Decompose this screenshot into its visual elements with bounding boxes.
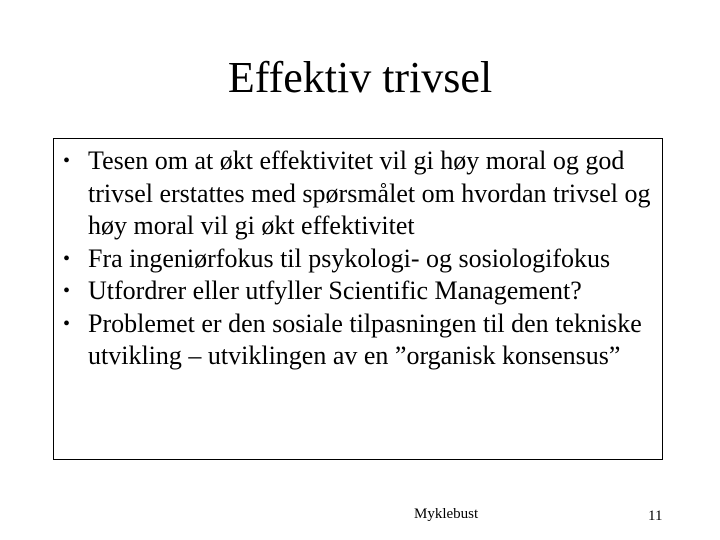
bullet-item (63, 145, 663, 243)
slide-title: Effektiv trivsel (227, 53, 493, 102)
bullet-icon: • (63, 312, 71, 335)
bullet-text: Utfordrer eller utfyller Scientific Management? (88, 276, 582, 305)
bullet-item (63, 308, 663, 373)
content-box (53, 138, 663, 460)
bullet-item (63, 275, 663, 308)
footer-author: Myklebust (414, 506, 479, 522)
bullet-icon: • (63, 247, 71, 270)
bullet-list (63, 145, 663, 373)
bullet-icon: • (63, 150, 71, 172)
page-number: 11 (648, 508, 663, 524)
bullet-text: Problemet er den sosiale tilpasningen til den tekniske utvikling – utviklingen av en ”organisk konsensus” (88, 308, 642, 370)
bullet-text: Fra ingeniørfokus til psykologi- og sosiologifokus (88, 243, 611, 273)
bullet-item (63, 243, 663, 276)
bullet-icon: • (63, 280, 71, 302)
bullet-text: Tesen om at økt effektivitet vil gi høy moral og god trivsel erstattes med spørsmålet om hvordan trivsel og høy moral vil gi økt effektivitet (88, 146, 651, 240)
